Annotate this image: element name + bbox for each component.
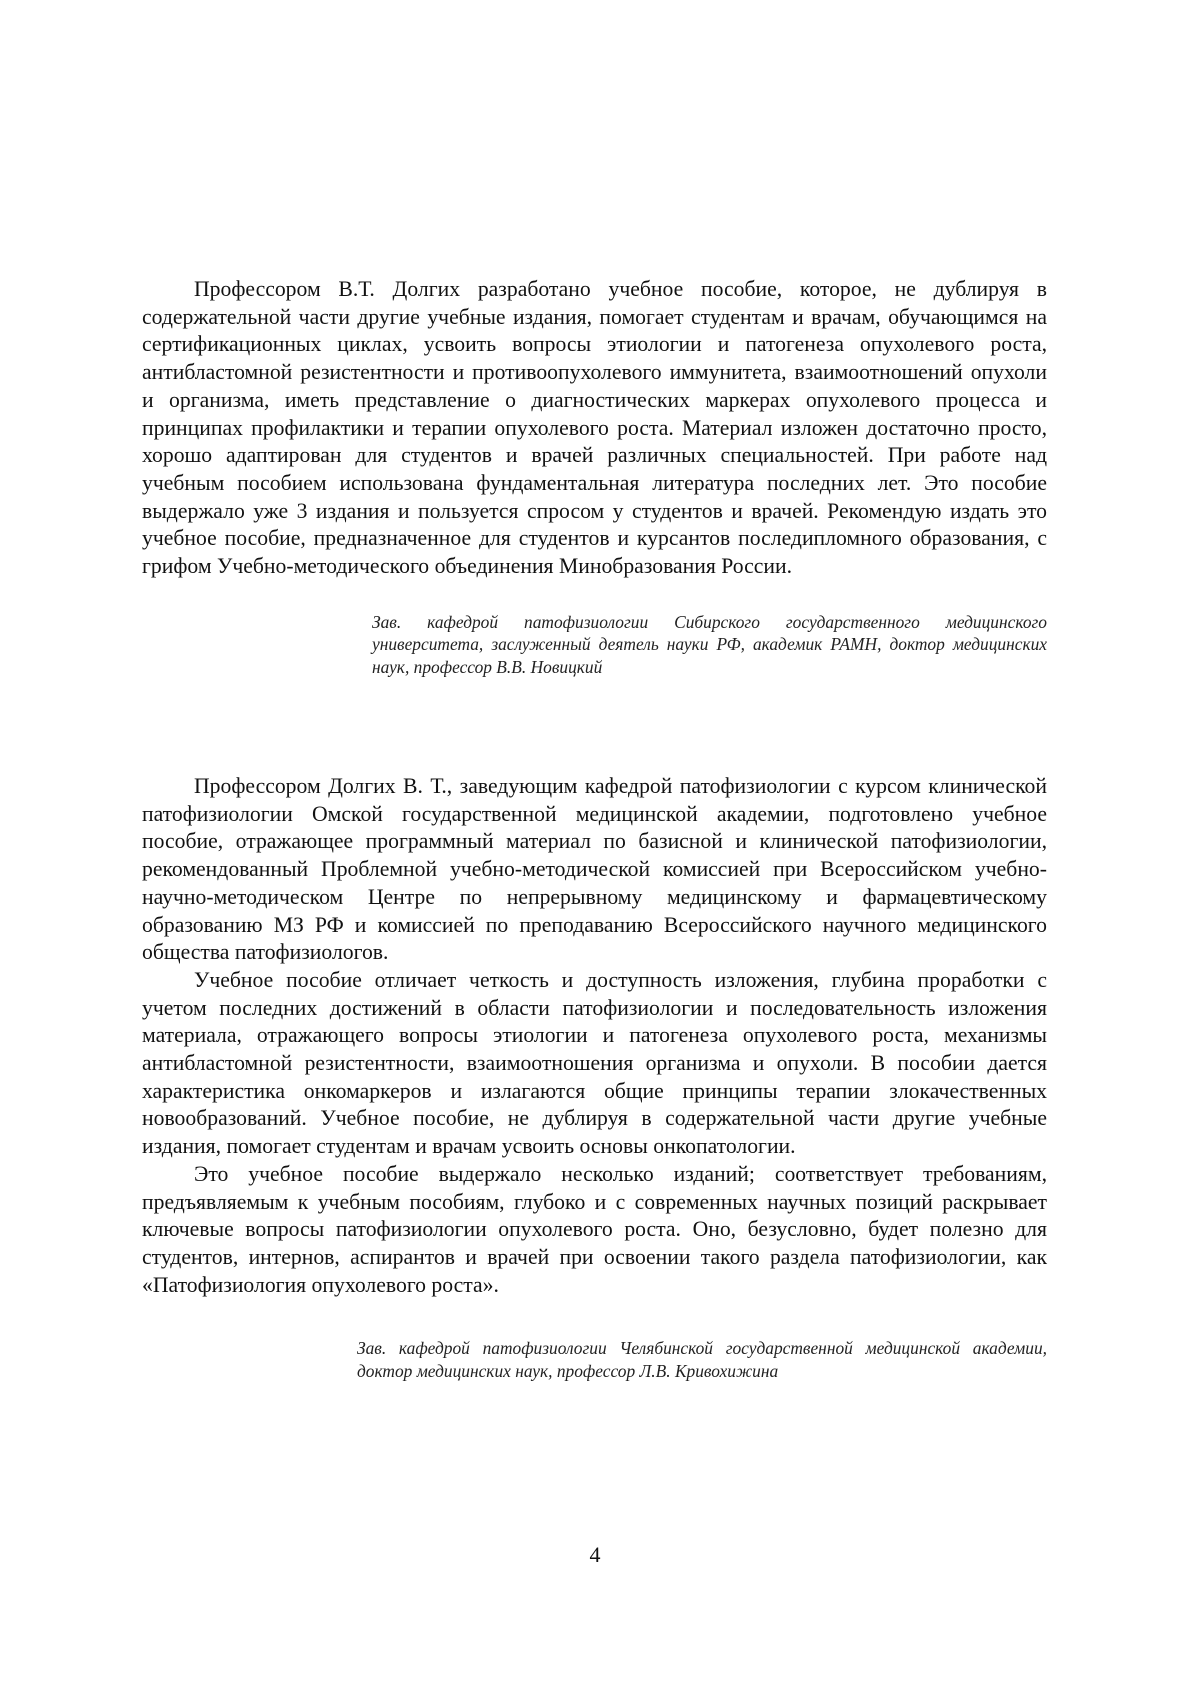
review-paragraph: Это учебное пособие выдержало несколько изданий; соответствует требованиям, предъявляемым к учебным пособиям, глубоко и с современных научных позиций раскрывает ключевые вопросы патофизиологии опухолевого роста. Оно, безусловно, будет полезно для студентов, интернов, аспирантов и врачей при освоении такого раздела патофизиологии, как «Патофизиология опухолевого роста».	[142, 1161, 1047, 1297]
reviewer-signature: Зав. кафедрой патофизиологии Челябинской государственной медицинской академии, доктор медицинских наук, профессор Л.В. Кривохижина	[357, 1338, 1047, 1381]
page-number: 4	[589, 1542, 601, 1567]
review-paragraph: Профессором В.Т. Долгих разработано учебное пособие, которое, не дублируя в содержательной части другие учебные издания, помогает студентам и врачам, обучающимся на сертификационных циклах, усвоить вопросы этиологии и патогенеза опухолевого роста, антибластомной резистентности и противоопухолевого иммунитета, взаимоотношений опухоли и организма, иметь представление о диагностических маркерах опухолевого процесса и принципах профилактики и терапии опухолевого роста. Материал изложен достаточно просто, хорошо адаптирован для студентов и врачей различных специальностей. При работе над учебным пособием использована фундаментальная литература последних лет. Это пособие выдержало уже 3 издания и пользуется спросом у студентов и врачей. Рекомендую издать это учебное пособие, предназначенное для студентов и курсантов последипломного образования, с грифом Учебно-методического объединения Минобразования России.	[142, 277, 1047, 579]
reviewer-signature: Зав. кафедрой патофизиологии Сибирского государственного медицинского университета, заслуженный деятель науки РФ, академик РАМН, доктор медицинских наук, профессор В.В. Новицкий	[372, 611, 1047, 677]
review-paragraph: Учебное пособие отличает четкость и доступность изложения, глубина проработки с учетом последних достижений в области патофизиологии и последовательность изложения материала, отражающего вопросы этиологии и патогенеза опухолевого роста, механизмы антибластомной резистентности, взаимоотношения организма и опухоли. В пособии дается характеристика онкомаркеров и излагаются общие принципы терапии злокачественных новообразований. Учебное пособие, не дублируя в содержательной части другие учебные издания, помогает студентам и врачам усвоить основы онкопатологии.	[142, 967, 1047, 1159]
review-paragraph: Профессором Долгих В. Т., заведующим кафедрой патофизиологии с курсом клинической патофизиологии Омской государственной медицинской академии, подготовлено учебное пособие, отражающее программный материал по базисной и клинической патофизиологии, рекомендованный Проблемной учебно-методической комиссией при Всероссийском учебно-научно-методическом Центре по непрерывному медицинскому и фармацевтическому образованию МЗ РФ и комиссией по преподаванию Всероссийского научного медицинского общества патофизиологов.	[142, 774, 1047, 965]
review-krivokhizhina	[142, 773, 1047, 1382]
review-novitsky	[142, 276, 1047, 678]
